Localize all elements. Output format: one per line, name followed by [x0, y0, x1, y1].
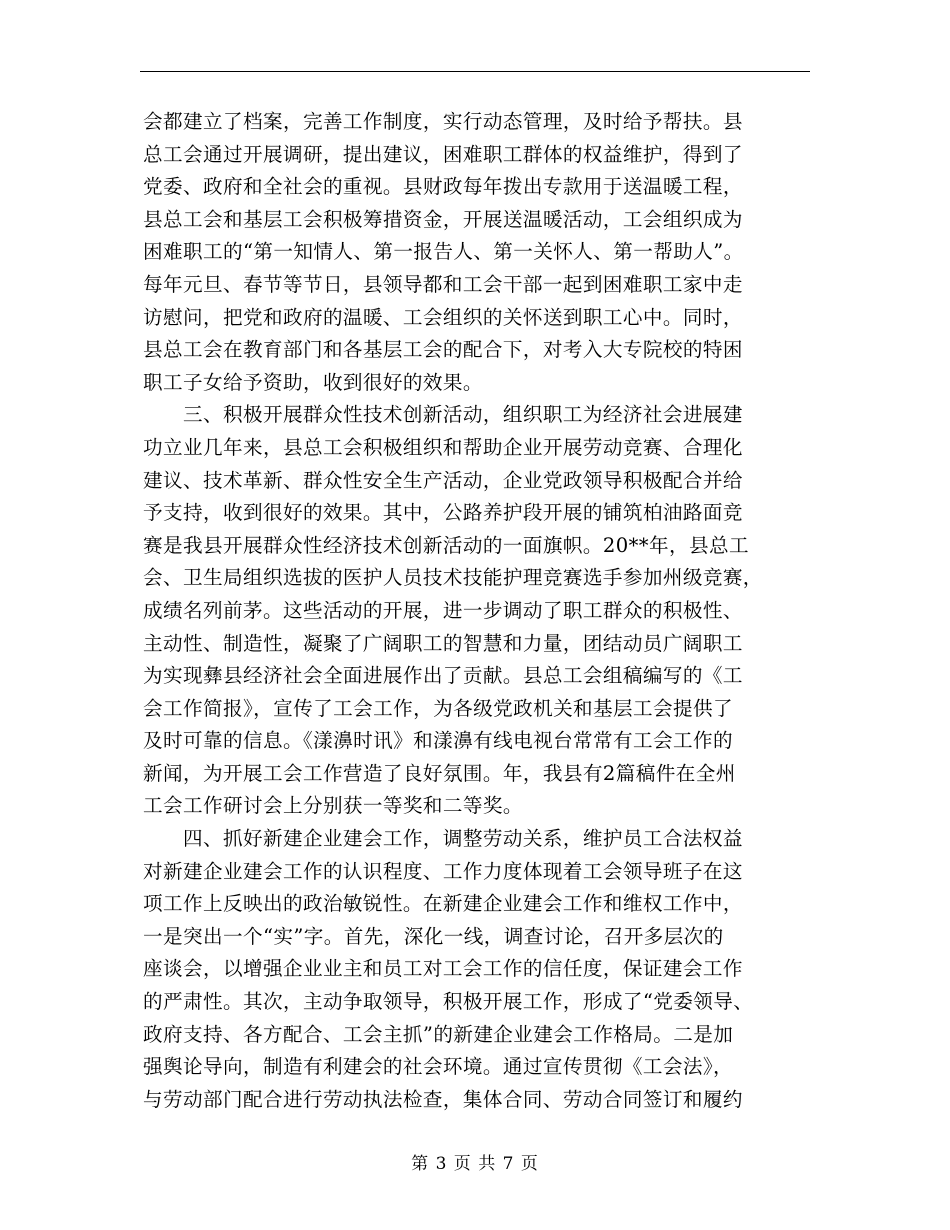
- text-line: 县总工会在教育部门和各基层工会的配合下，对考入大专院校的特困: [143, 338, 743, 362]
- text-line: 工会工作研讨会上分别获一等奖和二等奖。: [143, 794, 523, 818]
- text-line: 座谈会，以增强企业业主和员工对工会工作的信任度，保证建会工作: [143, 957, 743, 981]
- text-line: 县总工会和基层工会积极筹措资金，开展送温暖活动，工会组织成为: [143, 207, 743, 231]
- text-line: 新闻，为开展工会工作营造了良好氛围。年，我县有2篇稿件在全州: [143, 761, 736, 785]
- text-line: 职工子女给予资助，收到很好的效果。: [143, 370, 483, 394]
- text-line: 对新建企业建会工作的认识程度、工作力度体现着工会领导班子在这: [143, 859, 743, 883]
- text-line: 成绩名列前茅。这些活动的开展，进一步调动了职工群众的积极性、: [143, 598, 743, 622]
- header-rule: [140, 71, 810, 72]
- text-line: 会、卫生局组织选拔的医护人员技术技能护理竞赛选手参加州级竞赛，: [143, 566, 763, 590]
- text-line: 项工作上反映出的政治敏锐性。在新建企业建会工作和维权工作中，: [143, 892, 743, 916]
- text-line: 建议、技术革新、群众性安全生产活动，企业党政领导积极配合并给: [143, 468, 743, 492]
- text-line: 赛是我县开展群众性经济技术创新活动的一面旗帜。20**年，县总工: [143, 533, 749, 557]
- text-line: 予支持，收到很好的效果。其中，公路养护段开展的铺筑柏油路面竞: [143, 501, 743, 525]
- text-line: 主动性、制造性，凝聚了广阔职工的智慧和力量，团结动员广阔职工: [143, 631, 743, 655]
- text-line: 的严肃性。其次，主动争取领导，积极开展工作，形成了“党委领导、: [143, 990, 754, 1014]
- text-line: 为实现彝县经济社会全面进展作出了贡献。县总工会组稿编写的《工: [143, 664, 743, 688]
- text-line: 每年元旦、春节等节日，县领导都和工会干部一起到困难职工家中走: [143, 272, 743, 296]
- text-line: 功立业几年来，县总工会积极组织和帮助企业开展劳动竞赛、合理化: [143, 435, 743, 459]
- body-text: [143, 106, 808, 1116]
- text-line: 会工作简报》，宣传了工会工作，为各级党政机关和基层工会提供了: [143, 696, 734, 720]
- text-line: 困难职工的“第一知情人、第一报告人、第一关怀人、第一帮助人”。: [143, 240, 744, 264]
- text-line: 政府支持、各方配合、工会主抓”的新建企业建会工作格局。二是加: [143, 1022, 734, 1046]
- page-footer: 第 3 页 共 7 页: [411, 1154, 539, 1174]
- text-line: 及时可靠的信息。《漾濞时讯》和漾濞有线电视台常常有工会工作的: [143, 729, 734, 753]
- text-line: 党委、政府和全社会的重视。县财政每年拨出专款用于送温暖工程，: [143, 175, 743, 199]
- text-line: 三、积极开展群众性技术创新活动，组织职工为经济社会进展建: [183, 403, 743, 427]
- text-line: 总工会通过开展调研，提出建议，困难职工群体的权益维护，得到了: [143, 142, 743, 166]
- text-line: 与劳动部门配合进行劳动执法检查，集体合同、劳动合同签订和履约: [143, 1087, 743, 1111]
- text-line: 访慰问，把党和政府的温暖、工会组织的关怀送到职工心中。同时，: [143, 305, 743, 329]
- text-line: 强舆论导向，制造有利建会的社会环境。通过宣传贯彻《工会法》，: [143, 1055, 734, 1079]
- text-line: 四、抓好新建企业建会工作，调整劳动关系，维护员工合法权益: [183, 827, 743, 851]
- text-line: 一是突出一个“实”字。首先，深化一线，调查讨论，召开多层次的: [143, 924, 724, 948]
- text-line: 会都建立了档案，完善工作制度，实行动态管理，及时给予帮扶。县: [143, 110, 743, 133]
